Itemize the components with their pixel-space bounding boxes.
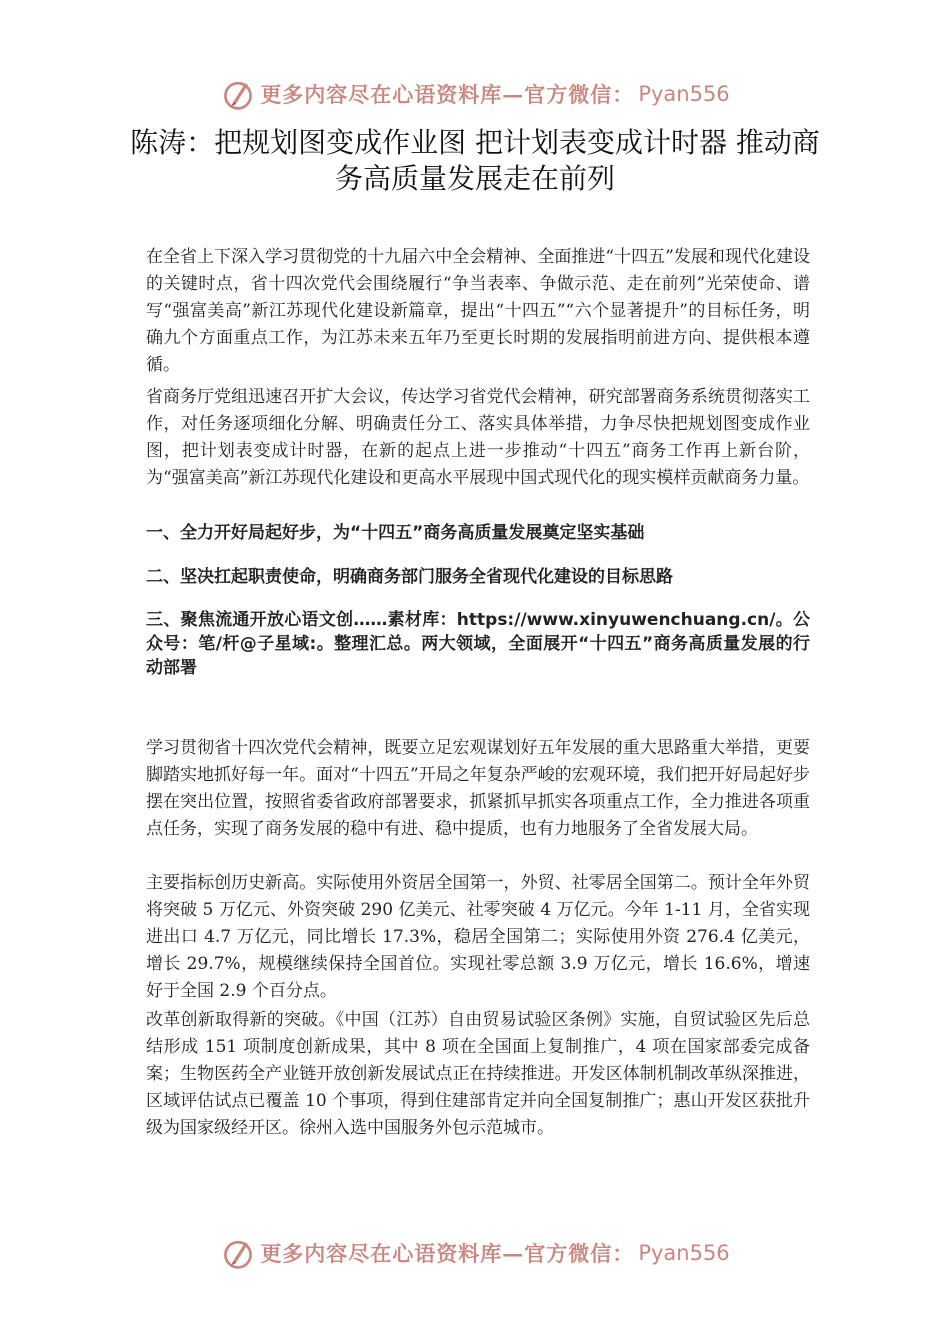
pen-logo-icon: [220, 76, 256, 112]
watermark-bottom: [0, 1233, 950, 1273]
watermark-text: 更多内容尽在心语资料库—官方微信：: [260, 82, 635, 107]
section-heading-1: 一、全力开好局起好步，为“十四五”商务高质量发展奠定坚实基础: [146, 523, 645, 543]
paragraph-2: 省商务厅党组迅速召开扩大会议，传达学习省党代会精神，研究部署商务系统贯彻落实工作，对任务逐项细化分解、明确责任分工、落实具体举措，力争尽快把规划图变成作业图，把计划表变成计时器，在新的起点上进一步推动“十四五”商务工作再上新台阶，为“强富美高”新江苏现代化建设和更高水平展现中国式现代化的现实模样贡献商务力量。: [146, 387, 810, 488]
paragraph-3: 学习贯彻省十四次党代会精神，既要立足宏观谋划好五年发展的重大思路重大举措，更要脚踏实地抓好每一年。面对“十四五”开局之年复杂严峻的宏观环境，我们把开好局起好步摆在突出位置，按照省委省政府部署要求，抓紧抓早抓实各项重点工作，全力推进各项重点任务，实现了商务发展的稳中有进、稳中提质，也有力地服务了全省发展大局。: [146, 738, 810, 839]
section-heading-3: 三、聚焦流通开放心语文创……素材库：https://www.xinyuwenchuang.cn/。公众号：笔/杆@子星域:。整理汇总。两大领域，全面展开“十四五”商务高质量发展的行动部署: [146, 610, 810, 678]
watermark-id: Pyan556: [638, 82, 730, 106]
paragraph-4: 主要指标创历史新高。实际使用外资居全国第一，外贸、社零居全国第二。预计全年外贸将突破 5 万亿元、外资突破 290 亿美元、社零突破 4 万亿元。今年 1-11 月，全省实现进出口 4.7 万亿元，同比增长 17.3%，稳居全国第二；实际使用外资 276.4 亿美元，增长 29.7%，规模继续保持全国首位。实现社零总额 3.9 万亿元，增长 16.6%，增速好于全国 2.9 个百分点。: [146, 873, 810, 1001]
paragraph-5: 改革创新取得新的突破。《中国（江苏）自由贸易试验区条例》实施，自贸试验区先后总结形成 151 项制度创新成果，其中 8 项在全国面上复制推广，4 项在国家部委完成备案；生物医药全产业链开放创新发展试点正在持续推进。开发区体制机制改革纵深推进，区域评估试点已覆盖 10 个事项，得到住建部肯定并向全国复制推广；惠山开发区获批升级为国家级经开区。徐州入选中国服务外包示范城市。: [146, 1010, 810, 1138]
paragraph-1: 在全省上下深入学习贯彻党的十九届六中全会精神、全面推进“十四五”发展和现代化建设的关键时点，省十四次党代会围绕履行“争当表率、争做示范、走在前列”光荣使命、谱写“强富美高”新江苏现代化建设新篇章，提出“十四五”“六个显著提升”的目标任务，明确九个方面重点工作，为江苏未来五年乃至更长时期的发展指明前进方向、提供根本遵循。: [146, 247, 810, 375]
page-title: 陈涛：把规划图变成作业图 把计划表变成计时器 推动商务高质量发展走在前列: [130, 126, 820, 195]
watermark-text: 更多内容尽在心语资料库—官方微信：: [260, 1241, 635, 1266]
watermark-id: Pyan556: [638, 1241, 730, 1265]
watermark-top: [0, 74, 950, 114]
section-heading-2: 二、坚决扛起职责使命，明确商务部门服务全省现代化建设的目标思路: [146, 567, 673, 587]
pen-logo-icon: [220, 1235, 256, 1271]
